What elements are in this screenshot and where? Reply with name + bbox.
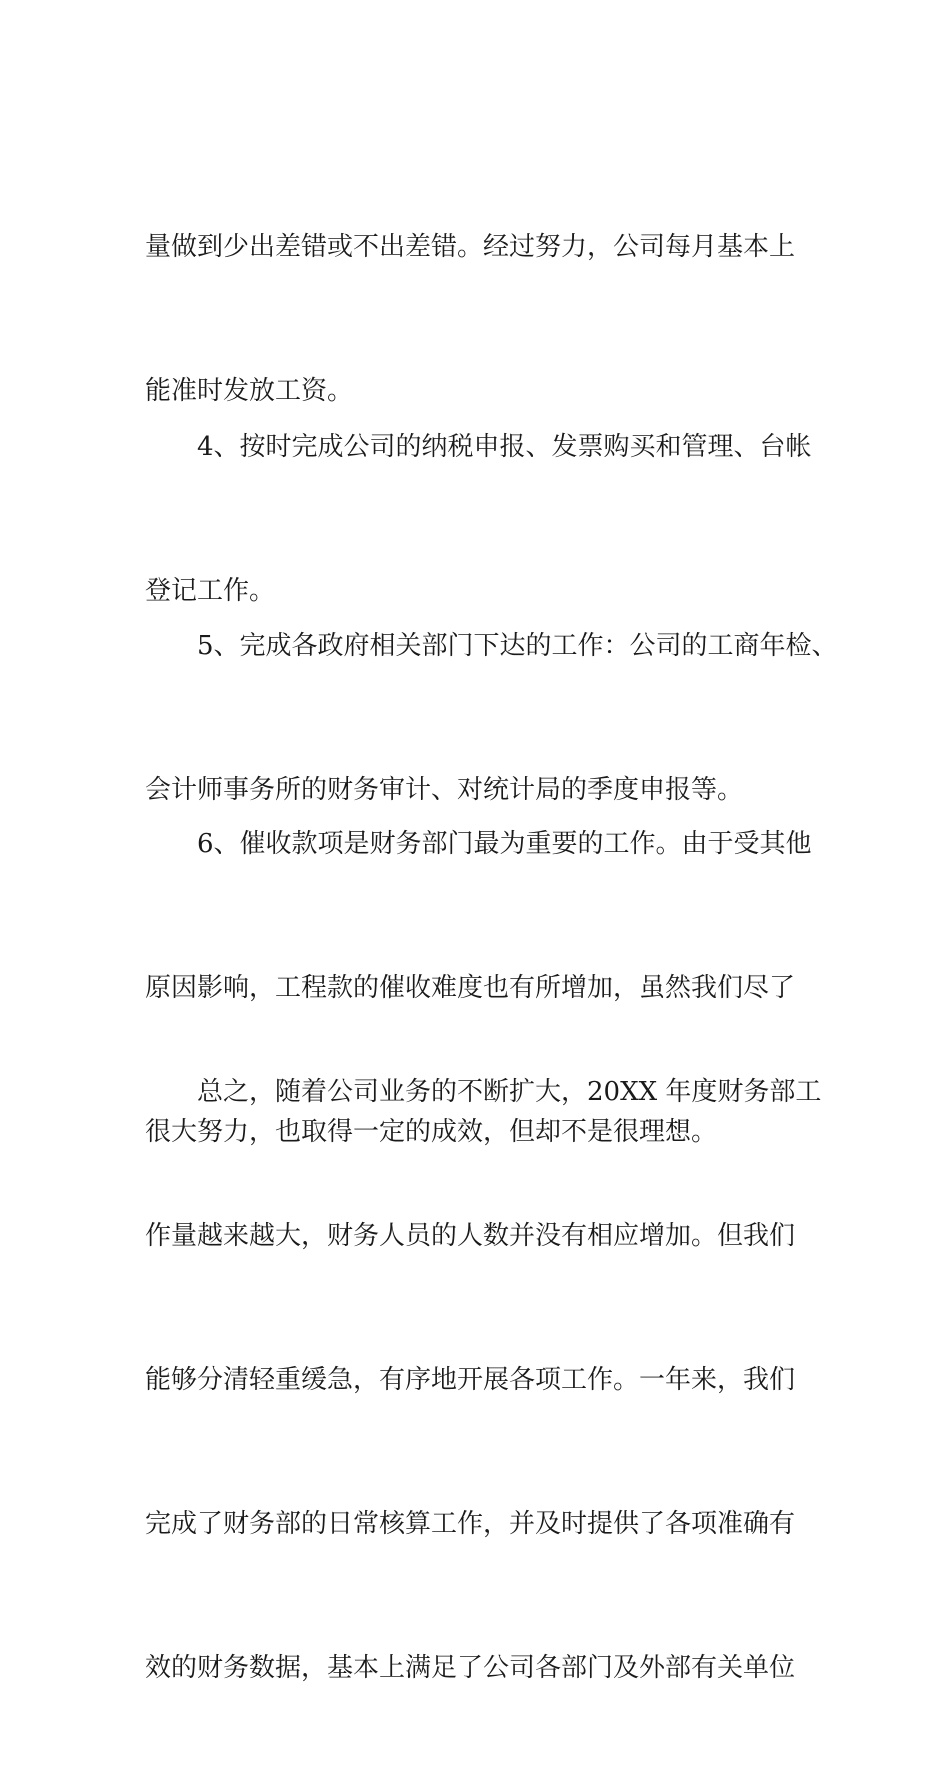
text-line: 6、催收款项是财务部门最为重要的工作。由于受其他	[197, 829, 812, 859]
text-line: 总之，随着公司业务的不断扩大，20XX 年度财务部工	[197, 1077, 822, 1107]
text-line: 效的财务数据，基本上满足了公司各部门及外部有关单位	[145, 1653, 796, 1683]
text-line: 原因影响，工程款的催收难度也有所增加，虽然我们尽了	[145, 973, 796, 1003]
text-line: 完成了财务部的日常核算工作，并及时提供了各项准确有	[145, 1509, 796, 1539]
text-line: 作量越来越大，财务人员的人数并没有相应增加。但我们	[145, 1221, 796, 1251]
text-line: 很大努力，也取得一定的成效，但却不是很理想。	[145, 1117, 718, 1147]
text-line: 5、完成各政府相关部门下达的工作：公司的工商年检、	[197, 631, 838, 661]
text-line: 量做到少出差错或不出差错。经过努力，公司每月基本上	[145, 232, 796, 262]
text-line: 能准时发放工资。	[145, 376, 354, 406]
text-line: 登记工作。	[145, 576, 276, 606]
text-line: 能够分清轻重缓急，有序地开展各项工作。一年来，我们	[145, 1365, 796, 1395]
text-line: 会计师事务所的财务审计、对统计局的季度申报等。	[145, 775, 744, 805]
text-line: 4、按时完成公司的纳税申报、发票购买和管理、台帐	[197, 432, 812, 462]
paragraph-summary	[145, 972, 822, 1788]
